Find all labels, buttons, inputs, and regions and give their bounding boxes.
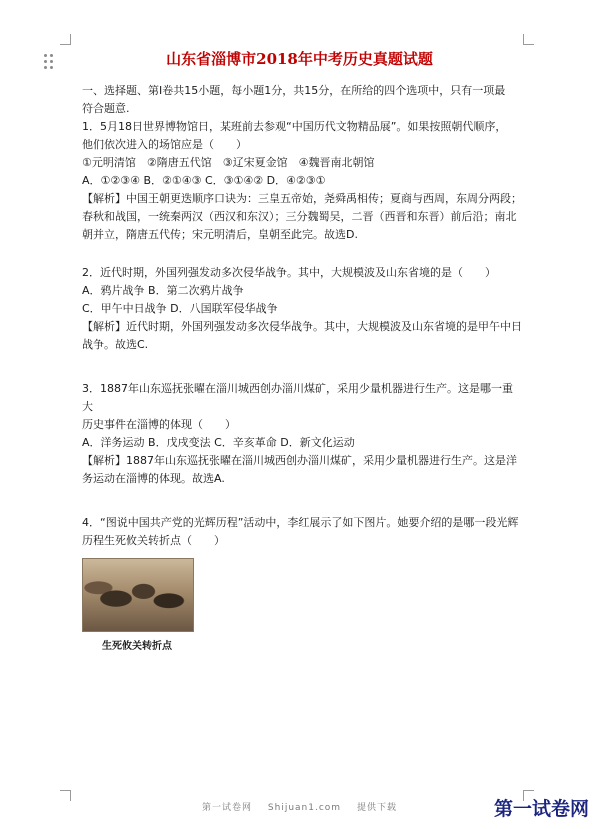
q2-analysis: 【解析】近代时期，外国列强发动多次侵华战争。其中，大规模波及山东省境的是甲午中日 <box>82 320 522 333</box>
q3-stem: 3．1887年山东巡抚张曜在淄川城西创办淄川煤矿，采用少量机器进行生产。这是哪一重大 <box>82 382 513 413</box>
q1-items: ①元明清馆 ②隋唐五代馆 ③辽宋夏金馆 ④魏晋南北朝馆 <box>82 156 375 169</box>
document-title: 山东省淄博市2018年中考历史真题试题 <box>166 50 433 68</box>
q1-options: A．①②③④ B．②①④③ C．③①④② D．④②③① <box>82 174 326 187</box>
q2-analysis: 战争。故选C. <box>82 338 149 351</box>
q4-stem: 4．“图说中国共产党的光辉历程”活动中，李红展示了如下图片。她要介绍的是哪一段光辉 <box>82 516 519 529</box>
q2-options: A．鸦片战争 B．第二次鸦片战争 <box>82 284 244 297</box>
q4-stem: 历程生死攸关转折点（ ） <box>82 534 225 547</box>
q1-analysis: 春秋和战国，一统秦两汉（西汉和东汉）；三分魏蜀吴，二晋（西晋和东晋）前后沿；南北 <box>82 210 517 223</box>
document-body <box>82 82 522 656</box>
photo-caption: 生死攸关转折点 <box>102 641 172 652</box>
margin-corner-top-left <box>60 34 71 45</box>
q1-analysis: 【解析】中国王朝更迭顺序口诀为：三皇五帝始，尧舜禹相传；夏商与西周，东周分两段； <box>82 192 522 205</box>
q1-analysis: 朝并立，隋唐五代传；宋元明清后，皇朝至此完。故选D. <box>82 228 358 241</box>
footer-site-name: 第一试卷网 <box>202 803 253 813</box>
intro-line: 符合题意. <box>82 102 130 115</box>
q3-analysis: 务运动在淄博的体现。故选A. <box>82 472 225 485</box>
q3-options: A．洋务运动 B．戊戌变法 C．辛亥革命 D．新文化运动 <box>82 436 355 449</box>
q3-stem: 历史事件在淄博的体现（ ） <box>82 418 236 431</box>
footer-download-note: 提供下载 <box>356 803 397 813</box>
q1-stem: 他们依次进入的场馆应是（ ） <box>82 138 247 151</box>
footer-site-url: Shijuan1.com <box>267 803 342 813</box>
historical-photo-image <box>82 558 194 632</box>
intro-line: 一、选择题、第Ⅰ卷共15小题，每小题1分，共15分，在所给的四个选项中，只有一项最 <box>82 84 506 97</box>
brand-watermark: 第一试卷网 <box>493 798 589 820</box>
q3-analysis: 【解析】1887年山东巡抚张曜在淄川城西创办淄川煤矿，采用少量机器进行生产。这是洋 <box>82 454 517 467</box>
q1-stem: 1．5月18日世界博物馆日，某班前去参观“中国历代文物精品展”。如果按照朝代顺序， <box>82 120 507 133</box>
q2-stem: 2．近代时期，外国列强发动多次侵华战争。其中，大规模波及山东省境的是（ ） <box>82 266 496 279</box>
margin-corner-top-right <box>523 34 534 45</box>
q2-options: C．甲午中日战争 D．八国联军侵华战争 <box>82 302 278 315</box>
